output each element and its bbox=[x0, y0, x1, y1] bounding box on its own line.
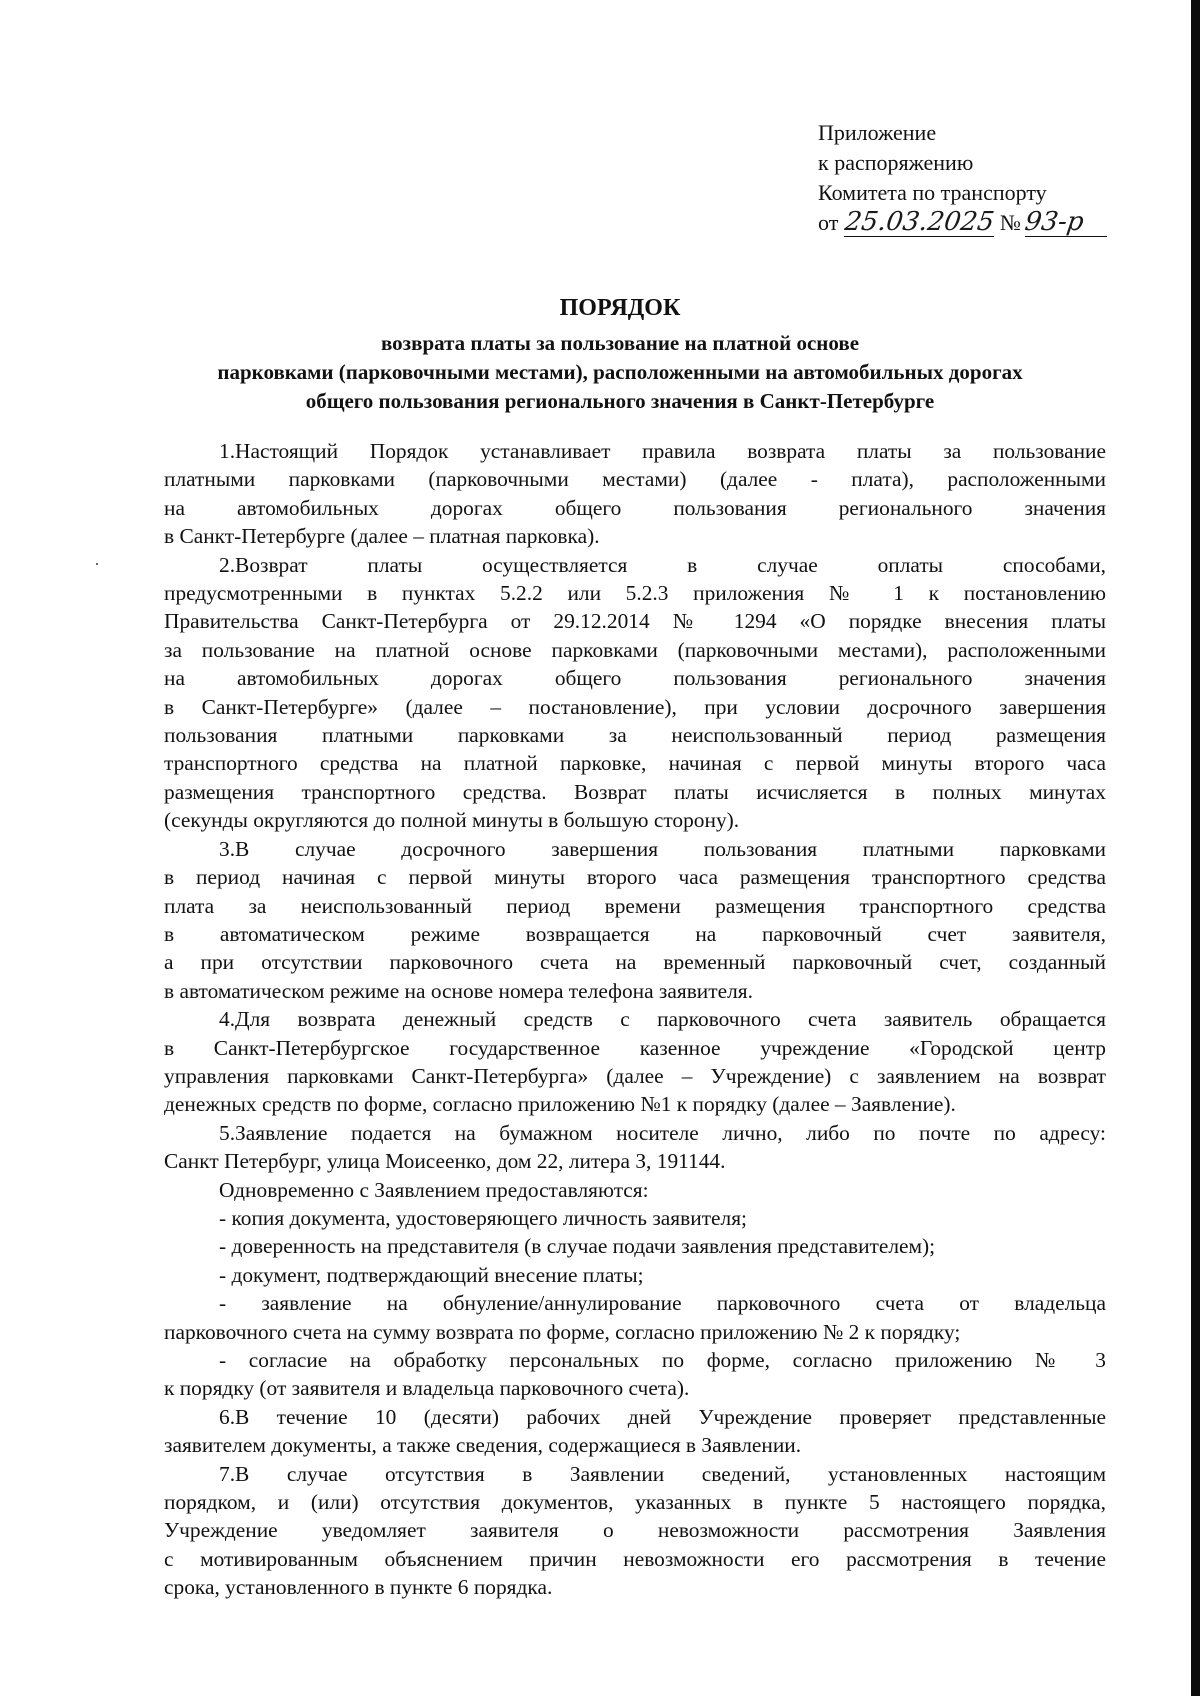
paragraph-line: платными парковками (парковочными местами) (далее - плата), расположенными bbox=[164, 467, 1106, 492]
paragraph-line: Санкт Петербург, улица Моисеенко, дом 22, литера З, 191144. bbox=[164, 1149, 726, 1174]
paragraph-line: в Санкт-Петербурге (далее – платная парковка). bbox=[164, 524, 600, 549]
paragraph-line: В случае досрочного завершения пользования платными парковками bbox=[235, 836, 1106, 861]
title-subtitle-1: возврата платы за пользование на платной основе bbox=[380, 331, 860, 355]
list-item: - документ, подтверждающий внесение платы; bbox=[219, 1262, 644, 1287]
appendix-line-3: Комитета по транспорту bbox=[818, 180, 1047, 205]
paragraph-line: пользования платными парковками за неиспользованный период размещения bbox=[164, 723, 1106, 748]
paragraph-line: в автоматическом режиме на основе номера телефона заявителя. bbox=[164, 978, 753, 1003]
paragraph-line: в Санкт-Петербургское государственное казенное учреждение «Городской центр bbox=[164, 1035, 1106, 1060]
paragraph-line: денежных средств по форме, согласно приложению №1 к порядку (далее – Заявление). bbox=[164, 1092, 956, 1117]
paragraph-line: Учреждение уведомляет заявителя о невозможности рассмотрения Заявления bbox=[164, 1518, 1106, 1543]
paragraph-4 bbox=[164, 1005, 1106, 1119]
paragraph-line: транспортного средства на платной парковке, начиная с первой минуты второго часа bbox=[164, 751, 1106, 776]
paragraph-1 bbox=[164, 437, 1106, 551]
paragraph-number: 5. bbox=[219, 1120, 236, 1145]
paragraph-line: Для возврата денежный средств с парковочного счета заявитель обращается bbox=[235, 1007, 1106, 1032]
paragraph-line: заявителем документы, а также сведения, содержащиеся в Заявлении. bbox=[164, 1433, 802, 1458]
paragraph-number: 6. bbox=[219, 1404, 236, 1429]
paragraph-line: Возврат платы осуществляется в случае оплаты способами, bbox=[235, 552, 1106, 577]
number-prefix: № bbox=[999, 210, 1021, 235]
list-item: - копия документа, удостоверяющего личность заявителя; bbox=[219, 1205, 747, 1230]
paragraph-2 bbox=[164, 551, 1106, 835]
paragraph-line: порядком, и (или) отсутствия документов, указанных в пункте 5 настоящего порядка, bbox=[164, 1490, 1106, 1515]
paragraph-line: в период начиная с первой минуты второго часа размещения транспортного средства bbox=[164, 865, 1106, 890]
paragraph-line: Правительства Санкт-Петербурга от 29.12.2014 № 1294 «О порядке внесения платы bbox=[164, 609, 1106, 634]
number-field bbox=[1022, 207, 1107, 237]
appendix-line-1: Приложение bbox=[818, 120, 937, 145]
paragraph-7 bbox=[164, 1460, 1106, 1602]
document-body bbox=[164, 437, 1106, 1602]
handwritten-date: 25.03.2025 bbox=[842, 207, 996, 237]
paragraph-line: на автомобильных дорогах общего пользования регионального значения bbox=[164, 495, 1106, 520]
paragraph-number: 1. bbox=[219, 439, 236, 463]
paragraph-line: Заявление подается на бумажном носителе лично, либо по почте по адресу: bbox=[235, 1120, 1106, 1145]
paragraph-line: за пользование на платной основе парковками (парковочными местами), расположенными bbox=[164, 637, 1106, 662]
list-item-continuation: парковочного счета на сумму возврата по форме, согласно приложению № 2 к порядку; bbox=[164, 1319, 961, 1344]
paragraph-line: в Санкт-Петербурге» (далее – постановление), при условии досрочного завершения bbox=[164, 694, 1106, 719]
title-subtitle-3: общего пользования регионального значения в Санкт-Петербурге bbox=[305, 389, 935, 413]
paragraph-line: размещения транспортного средства. Возврат платы исчисляется в полных минутах bbox=[164, 779, 1106, 804]
paragraph-3 bbox=[164, 835, 1106, 1005]
paragraph-line: В течение 10 (десяти) рабочих дней Учреждение проверяет представленные bbox=[235, 1404, 1106, 1429]
title-subtitle-2: парковками (парковочными местами), расположенными на автомобильных дорогах bbox=[217, 360, 1023, 384]
scan-speck bbox=[96, 563, 98, 565]
list-item: - заявление на обнуление/аннулирование парковочного счета от владельца bbox=[219, 1291, 1106, 1316]
list-item: - согласие на обработку персональных по форме, согласно приложению № 3 bbox=[219, 1348, 1106, 1372]
paragraph-line: предусмотренными в пунктах 5.2.2 или 5.2.3 приложения № 1 к постановлению bbox=[164, 581, 1106, 606]
paragraph-5 bbox=[164, 1119, 1106, 1403]
document-title bbox=[150, 293, 1090, 416]
date-prefix: от bbox=[818, 210, 839, 235]
list-item-continuation: к порядку (от заявителя и владельца парковочного счета). bbox=[164, 1376, 690, 1401]
attachments-intro: Одновременно с Заявлением предоставляются: bbox=[219, 1177, 649, 1202]
list-item: - доверенность на представителя (в случае подачи заявления представителем); bbox=[219, 1234, 936, 1259]
paragraph-line: (секунды округляются до полной минуты в большую сторону). bbox=[164, 808, 740, 833]
paragraph-line: с мотивированным объяснением причин невозможности его рассмотрения в течение bbox=[164, 1546, 1106, 1571]
paragraph-line: В случае отсутствия в Заявлении сведений, установленных настоящим bbox=[235, 1461, 1106, 1486]
paragraph-line: плата за неиспользованный период времени размещения транспортного средства bbox=[164, 893, 1106, 918]
title-main: ПОРЯДОК bbox=[559, 295, 681, 321]
paragraph-number: 4. bbox=[219, 1007, 236, 1032]
paragraph-line: на автомобильных дорогах общего пользования регионального значения bbox=[164, 666, 1106, 691]
scan-edge bbox=[1191, 0, 1200, 1696]
paragraph-line: срока, установленного в пункте 6 порядка. bbox=[164, 1575, 553, 1600]
paragraph-line: Настоящий Порядок устанавливает правила возврата платы за пользование bbox=[235, 439, 1106, 463]
paragraph-number: 3. bbox=[219, 836, 236, 861]
paragraph-number: 2. bbox=[219, 552, 236, 577]
paragraph-line: в автоматическом режиме возвращается на парковочный счет заявителя, bbox=[164, 921, 1106, 946]
paragraph-6 bbox=[164, 1403, 1106, 1460]
appendix-block bbox=[818, 118, 1107, 238]
appendix-date-row bbox=[818, 208, 1107, 238]
paragraph-number: 7. bbox=[219, 1461, 236, 1486]
handwritten-number: 93-р bbox=[1022, 207, 1086, 237]
appendix-line-2: к распоряжению bbox=[818, 150, 974, 175]
paragraph-line: а при отсутствии парковочного счета на временный парковочный счет, созданный bbox=[164, 950, 1106, 975]
date-field bbox=[844, 209, 994, 237]
paragraph-line: управления парковками Санкт-Петербурга» (далее – Учреждение) с заявлением на возврат bbox=[164, 1063, 1106, 1088]
